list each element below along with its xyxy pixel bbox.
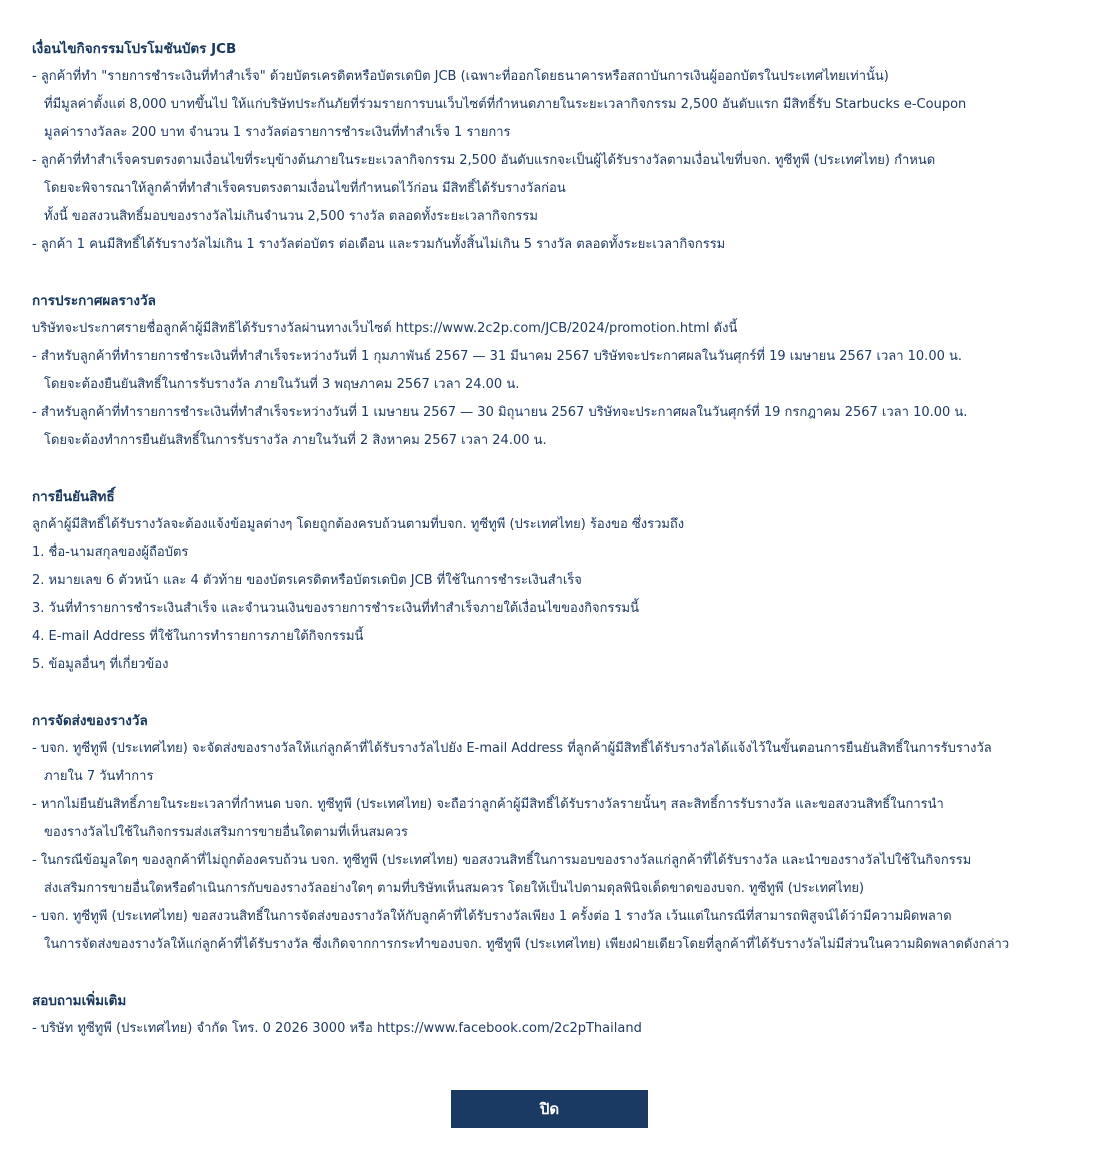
- term-line: ภายใน 7 วันทำการ: [44, 769, 154, 784]
- section-conditions: [32, 35, 1082, 259]
- section-heading: เงื่อนไขกิจกรรมโปรโมชันบัตร JCB: [32, 41, 237, 57]
- term-line: บริษัทจะประกาศรายชื่อลูกค้าผู้มีสิทธิได้รับรางวัลผ่านทางเว็บไซต์ https://www.2c2p.com/JCB/2024/promotion.html ดังนี้: [32, 321, 738, 336]
- term-line: - บจก. ทูซีทูพี (ประเทศไทย) ขอสงวนสิทธิ์ในการจัดส่งของรางวัลให้กับลูกค้าที่ได้รับรางวัลเพียง 1 ครั้งต่อ 1 รางวัล เว้นแต่ในกรณีที่สามารถพิสูจน์ได้ว่ามีความผิดพลาด: [32, 909, 952, 924]
- term-line: โดยจะพิจารณาให้ลูกค้าที่ทำสำเร็จครบตรงตามเงื่อนไขที่กำหนดไว้ก่อน มีสิทธิ์ได้รับรางวัลก่อน: [44, 181, 566, 196]
- term-line: ลูกค้าผู้มีสิทธิ์ได้รับรางวัลจะต้องแจ้งข้อมูลต่างๆ โดยถูกต้องครบถ้วนตามที่บจก. ทูซีทูพี (ประเทศไทย) ร้องขอ ซึ่งรวมถึง: [32, 517, 685, 532]
- term-line: - หากไม่ยืนยันสิทธิ์ภายในระยะเวลาที่กำหนด บจก. ทูซีทูพี (ประเทศไทย) จะถือว่าลูกค้าผู้มีสิทธิ์ได้รับรางวัลรายนั้นๆ สละสิทธิ์การรับรางวัล และขอสงวนสิทธิ์ในการนำ: [32, 797, 944, 812]
- term-line: ทั้งนี้ ขอสงวนสิทธิ์มอบของรางวัลไม่เกินจำนวน 2,500 รางวัล ตลอดทั้งระยะเวลากิจกรรม: [44, 209, 538, 224]
- close-button[interactable]: ปิด: [451, 1090, 648, 1128]
- contact-line: - บริษัท ทูซีทูพี (ประเทศไทย) จำกัด โทร. 0 2026 3000 หรือ https://www.facebook.com/2c2pThailand: [32, 1021, 642, 1036]
- term-line: - ลูกค้าที่ทำสำเร็จครบตรงตามเงื่อนไขที่ระบุข้างต้นภายในระยะเวลากิจกรรม 2,500 อันดับแรกจะเป็นผู้ได้รับรางวัลตามเงื่อนไขที่บจก. ทูซีทูพี (ประเทศไทย) กำหนด: [32, 153, 936, 168]
- section-contact: [32, 987, 1082, 1043]
- section-delivery: [32, 707, 1082, 959]
- list-item: 4. E-mail Address ที่ใช้ในการทำรายการภายใต้กิจกรรมนี้: [32, 629, 364, 644]
- term-line: ส่งเสริมการขายอื่นใดหรือดำเนินการกับของรางวัลอย่างใดๆ ตามที่บริษัทเห็นสมควร โดยให้เป็นไปตามดุลพินิจเด็ดขาดของบจก. ทูซีทูพี (ประเทศไทย): [44, 881, 865, 896]
- term-line: - บจก. ทูซีทูพี (ประเทศไทย) จะจัดส่งของรางวัลให้แก่ลูกค้าที่ได้รับรางวัลไปยัง E-mail Address ที่ลูกค้าผู้มีสิทธิ์ได้รับรางวัลได้แจ้งไว้ในขั้นตอนการยืนยันสิทธิ์ในการรับรางวัล: [32, 741, 992, 756]
- term-line: - ลูกค้าที่ทำ "รายการชำระเงินที่ทำสำเร็จ" ด้วยบัตรเครดิตหรือบัตรเดบิต JCB (เฉพาะที่ออกโดยธนาคารหรือสถาบันการเงินผู้ออกบัตรในประเทศไทยเท่านั้น): [32, 69, 889, 84]
- section-heading: การประกาศผลรางวัล: [32, 293, 156, 309]
- section-verification: [32, 483, 1082, 679]
- list-item: 3. วันที่ทำรายการชำระเงินสำเร็จ และจำนวนเงินของรายการชำระเงินที่ทำสำเร็จภายใต้เงื่อนไขของกิจกรรมนี้: [32, 601, 639, 616]
- term-line: - ลูกค้า 1 คนมีสิทธิ์ได้รับรางวัลไม่เกิน 1 รางวัลต่อบัตร ต่อเดือน และรวมกันทั้งสิ้นไม่เกิน 5 รางวัล ตลอดทั้งระยะเวลากิจกรรม: [32, 237, 726, 252]
- term-line: มูลค่ารางวัลละ 200 บาท จำนวน 1 รางวัลต่อรายการชำระเงินที่ทำสำเร็จ 1 รายการ: [44, 125, 511, 140]
- close-button-container: [0, 1090, 1099, 1128]
- section-heading: การยืนยันสิทธิ์: [32, 489, 115, 505]
- list-item: 5. ข้อมูลอื่นๆ ที่เกี่ยวข้อง: [32, 657, 169, 672]
- section-announcement: [32, 287, 1082, 455]
- term-line: โดยจะต้องทำการยืนยันสิทธิ์ในการรับรางวัล ภายในวันที่ 2 สิงหาคม 2567 เวลา 24.00 น.: [44, 433, 547, 448]
- term-line: - ในกรณีข้อมูลใดๆ ของลูกค้าที่ไม่ถูกต้องครบถ้วน บจก. ทูซีทูพี (ประเทศไทย) ขอสงวนสิทธิ์ในการมอบของรางวัลแก่ลูกค้าที่ได้รับรางวัล และนำของรางวัลไปใช้ในกิจกรรม: [32, 853, 972, 868]
- term-line: - สำหรับลูกค้าที่ทำรายการชำระเงินที่ทำสำเร็จระหว่างวันที่ 1 กุมภาพันธ์ 2567 — 31 มีนาคม 2567 บริษัทจะประกาศผลในวันศุกร์ที่ 19 เมษายน 2567 เวลา 10.00 น.: [32, 349, 963, 364]
- terms-content: [32, 35, 1082, 1071]
- term-line: ของรางวัลไปใช้ในกิจกรรมส่งเสริมการขายอื่นใดตามที่เห็นสมควร: [44, 825, 408, 840]
- term-line: โดยจะต้องยืนยันสิทธิ์ในการรับรางวัล ภายในวันที่ 3 พฤษภาคม 2567 เวลา 24.00 น.: [44, 377, 520, 392]
- section-heading: สอบถามเพิ่มเติม: [32, 993, 127, 1009]
- list-item: 1. ชื่อ-นามสกุลของผู้ถือบัตร: [32, 545, 189, 560]
- term-line: ที่มีมูลค่าตั้งแต่ 8,000 บาทขึ้นไป ให้แก่บริษัทประกันภัยที่ร่วมรายการบนเว็บไซต์ที่กำหนดภายในระยะเวลากิจกรรม 2,500 อันดับแรก มีสิทธิ์รับ Starbucks e-Coupon: [44, 97, 967, 112]
- list-item: 2. หมายเลข 6 ตัวหน้า และ 4 ตัวท้าย ของบัตรเครดิตหรือบัตรเดบิต JCB ที่ใช้ในการชำระเงินสำเร็จ: [32, 573, 582, 588]
- term-line: - สำหรับลูกค้าที่ทำรายการชำระเงินที่ทำสำเร็จระหว่างวันที่ 1 เมษายน 2567 — 30 มิถุนายน 2567 บริษัทจะประกาศผลในวันศุกร์ที่ 19 กรกฎาคม 2567 เวลา 10.00 น.: [32, 405, 968, 420]
- term-line: ในการจัดส่งของรางวัลให้แก่ลูกค้าที่ได้รับรางวัล ซึ่งเกิดจากการกระทำของบจก. ทูซีทูพี (ประเทศไทย) เพียงฝ่ายเดียวโดยที่ลูกค้าที่ได้รับรางวัลไม่มีส่วนในความผิดพลาดดังกล่าว: [44, 937, 1010, 952]
- section-heading: การจัดส่งของรางวัล: [32, 713, 148, 729]
